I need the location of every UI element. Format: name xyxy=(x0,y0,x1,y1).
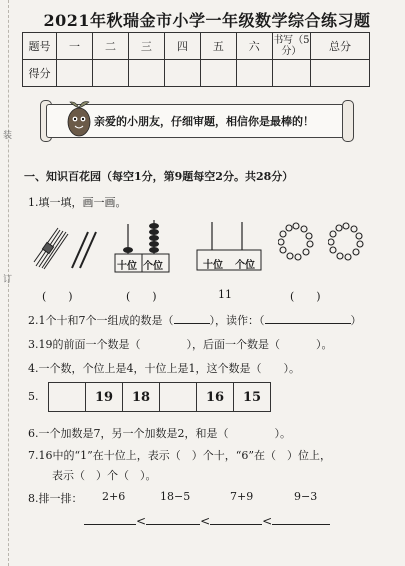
question-1-prompt: 1.填一填，画一画。 xyxy=(28,196,127,209)
header-cell: 一 xyxy=(57,33,93,60)
expression-item: 7+9 xyxy=(230,490,254,503)
score-cell[interactable] xyxy=(236,60,272,87)
bead-ring-icon xyxy=(278,222,314,262)
score-cell[interactable] xyxy=(92,60,128,87)
less-than-sign: < xyxy=(200,514,211,528)
section-heading: 一、知识百花园（每空1分，第9题每空2分。共28分） xyxy=(24,170,294,183)
scroll-roll xyxy=(342,100,354,142)
answer-blank[interactable] xyxy=(210,524,262,525)
bead-ring-icon xyxy=(328,222,364,262)
question-8-label: 8.排一排： xyxy=(28,492,83,505)
answer-blank[interactable] xyxy=(265,323,351,324)
question-text: ），后面一个数是（ xyxy=(186,338,280,351)
score-cell[interactable] xyxy=(128,60,164,87)
sequence-cell[interactable] xyxy=(160,383,197,412)
header-cell: 书写（5分） xyxy=(272,33,310,60)
header-cell: 总分 xyxy=(311,33,370,60)
question-7-line-2: 表示（ ）个（ ）。 xyxy=(52,469,157,482)
margin-mark: 装 xyxy=(3,131,13,141)
header-cell: 题号 xyxy=(23,33,57,60)
abacus-ones-label: 个位 xyxy=(143,261,163,272)
question-2 xyxy=(28,312,362,328)
page-title: 2021年秋瑞金市小学一年级数学综合练习题 xyxy=(43,11,371,30)
sequence-cell: 16 xyxy=(197,383,234,412)
expression-item: 9−3 xyxy=(294,490,318,503)
expression-item: 2+6 xyxy=(102,490,126,503)
sequence-cell[interactable] xyxy=(49,383,86,412)
number-sequence-table xyxy=(48,382,271,412)
question-3 xyxy=(28,336,333,352)
bean-mascot-icon xyxy=(64,98,94,142)
question-1-pictures xyxy=(30,216,370,276)
table-row xyxy=(23,60,370,87)
header-cell: 三 xyxy=(128,33,164,60)
sequence-cell: 15 xyxy=(234,383,271,412)
encouragement-banner xyxy=(38,98,352,142)
answer-blank[interactable] xyxy=(174,323,210,324)
margin-mark: 订 xyxy=(3,275,13,285)
ordering-blanks xyxy=(84,514,330,528)
banner-text: 亲爱的小朋友，仔细审题，相信你是最棒的！ xyxy=(94,115,314,128)
answer-blank[interactable] xyxy=(146,524,200,525)
less-than-sign: < xyxy=(136,514,147,528)
abacus-ones-label: 个位 xyxy=(235,260,255,271)
row-label: 得分 xyxy=(23,60,57,87)
question-text: ）。 xyxy=(274,427,291,440)
answer-blank[interactable]: ( ) xyxy=(42,290,73,303)
header-cell: 五 xyxy=(200,33,236,60)
abacus-tens-label: 十位 xyxy=(117,261,137,272)
less-than-sign: < xyxy=(262,514,273,528)
stick-bundle-icon xyxy=(30,222,100,272)
table-row xyxy=(49,383,271,412)
score-cell[interactable] xyxy=(272,60,310,87)
sequence-cell: 19 xyxy=(86,383,123,412)
answer-blank[interactable]: ( ) xyxy=(126,290,157,303)
question-text: ） xyxy=(350,314,362,327)
question-text: ）。 xyxy=(316,338,333,351)
score-cell[interactable] xyxy=(200,60,236,87)
question-6 xyxy=(28,425,291,441)
question-text: 6.一个加数是7，另一个加数是2，和是（ xyxy=(28,427,229,440)
table-row xyxy=(23,33,370,60)
answer-blank[interactable] xyxy=(272,524,330,525)
question-text: ），读作：（ xyxy=(209,314,265,327)
header-cell: 四 xyxy=(164,33,200,60)
score-cell[interactable] xyxy=(164,60,200,87)
answer-blank[interactable] xyxy=(84,524,136,525)
score-cell[interactable] xyxy=(57,60,93,87)
score-cell[interactable] xyxy=(311,60,370,87)
score-table xyxy=(22,32,370,87)
header-cell: 六 xyxy=(236,33,272,60)
header-cell: 二 xyxy=(92,33,128,60)
question-5-label: 5. xyxy=(28,390,39,403)
question-7-line-1: 7.16中的“1”在十位上，表示（ ）个十，“6”在（ ）位上， xyxy=(28,449,331,462)
question-text: 2.1个十和7个一组成的数是（ xyxy=(28,314,174,327)
sequence-cell: 18 xyxy=(123,383,160,412)
answer-value: 11 xyxy=(218,288,232,301)
question-4: 4.一个数，个位上是4，十位上是1，这个数是（ ）。 xyxy=(28,362,300,375)
question-text: 3.19的前面一个数是（ xyxy=(28,338,141,351)
expression-item: 18−5 xyxy=(160,490,191,503)
answer-blank[interactable]: ( ) xyxy=(290,290,321,303)
abacus-tens-label: 十位 xyxy=(203,260,223,271)
